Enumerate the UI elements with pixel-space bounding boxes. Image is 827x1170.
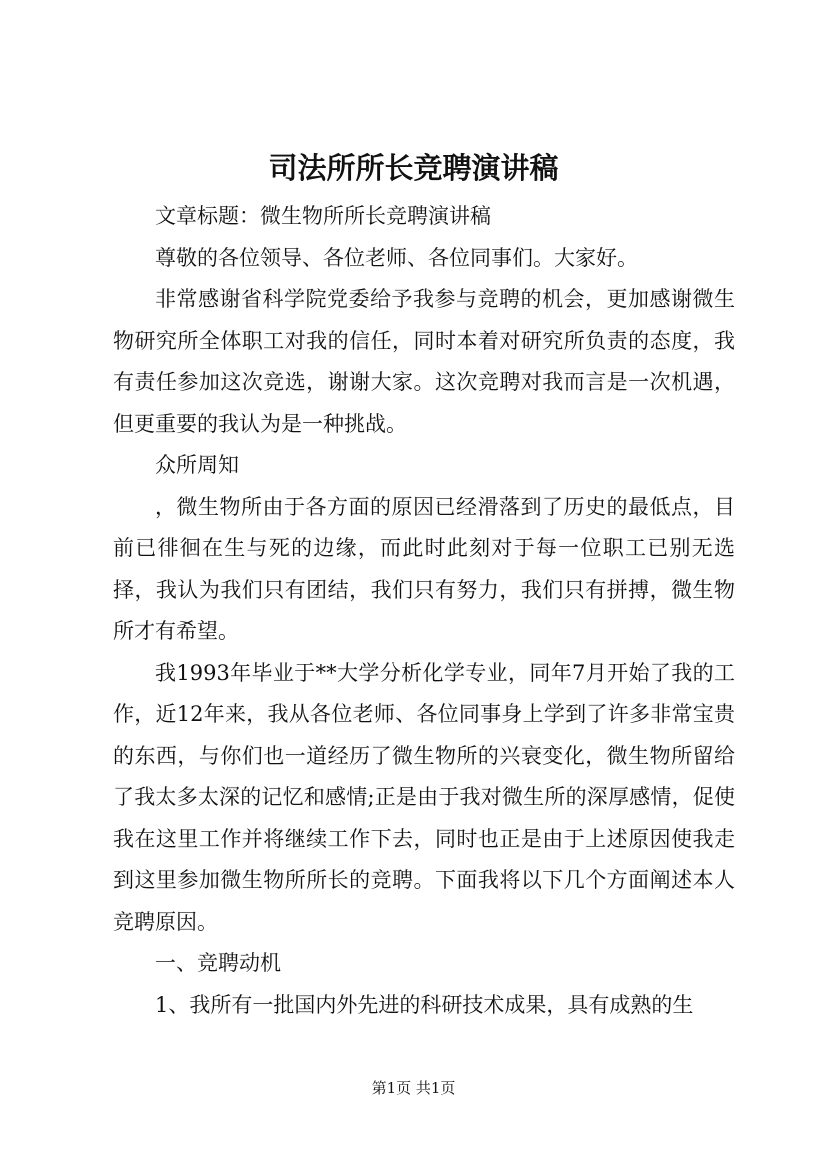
paragraph-thanks: 非常感谢省科学院党委给予我参与竞聘的机会，更加感谢微生物研究所全体职工对我的信任，同时本着对研究所负责的态度，我有责任参加这次竞选，谢谢大家。这次竞聘对我而言是一次机遇，但更重要的我认为是一种挑战。 [113, 287, 735, 436]
paragraph-as-known: 众所周知 [155, 453, 239, 477]
paragraph-background: 我1993年毕业于**大学分析化学专业，同年7月开始了我的工作，近12年来，我从各位老师、各位同事身上学到了许多非常宝贵的东西，与你们也一道经历了微生物所的兴衰变化，微生物所留给了我太多太深的记忆和感情;正是由于我对微生所的深厚感情，促使我在这里工作并将继续工作下去，同时也正是由于上述原因使我走到这里参加微生物所所长的竞聘。下面我将以下几个方面阐述本人竞聘原因。 [113, 660, 735, 934]
paragraph-situation: ，微生物所由于各方面的原因已经滑落到了历史的最低点，目前已徘徊在生与死的边缘，而此时此刻对于每一位职工已别无选择，我认为我们只有团结，我们只有努力，我们只有拼搏，微生物所才有希望。 [113, 494, 735, 643]
page-number-footer: 第1页 共1页 [371, 1079, 456, 1097]
paragraph-greeting: 尊敬的各位领导、各位老师、各位同事们。大家好。 [155, 245, 638, 270]
document-body [113, 196, 735, 1026]
section-heading-motivation: 一、竞聘动机 [155, 951, 281, 975]
paragraph-article-title: 文章标题：微生物所所长竞聘演讲稿 [155, 204, 491, 228]
document-title: 司法所所长竞聘演讲稿 [268, 151, 559, 185]
paragraph-motivation-1: 1、我所有一批国内外先进的科研技术成果，具有成熟的生 [155, 992, 694, 1017]
